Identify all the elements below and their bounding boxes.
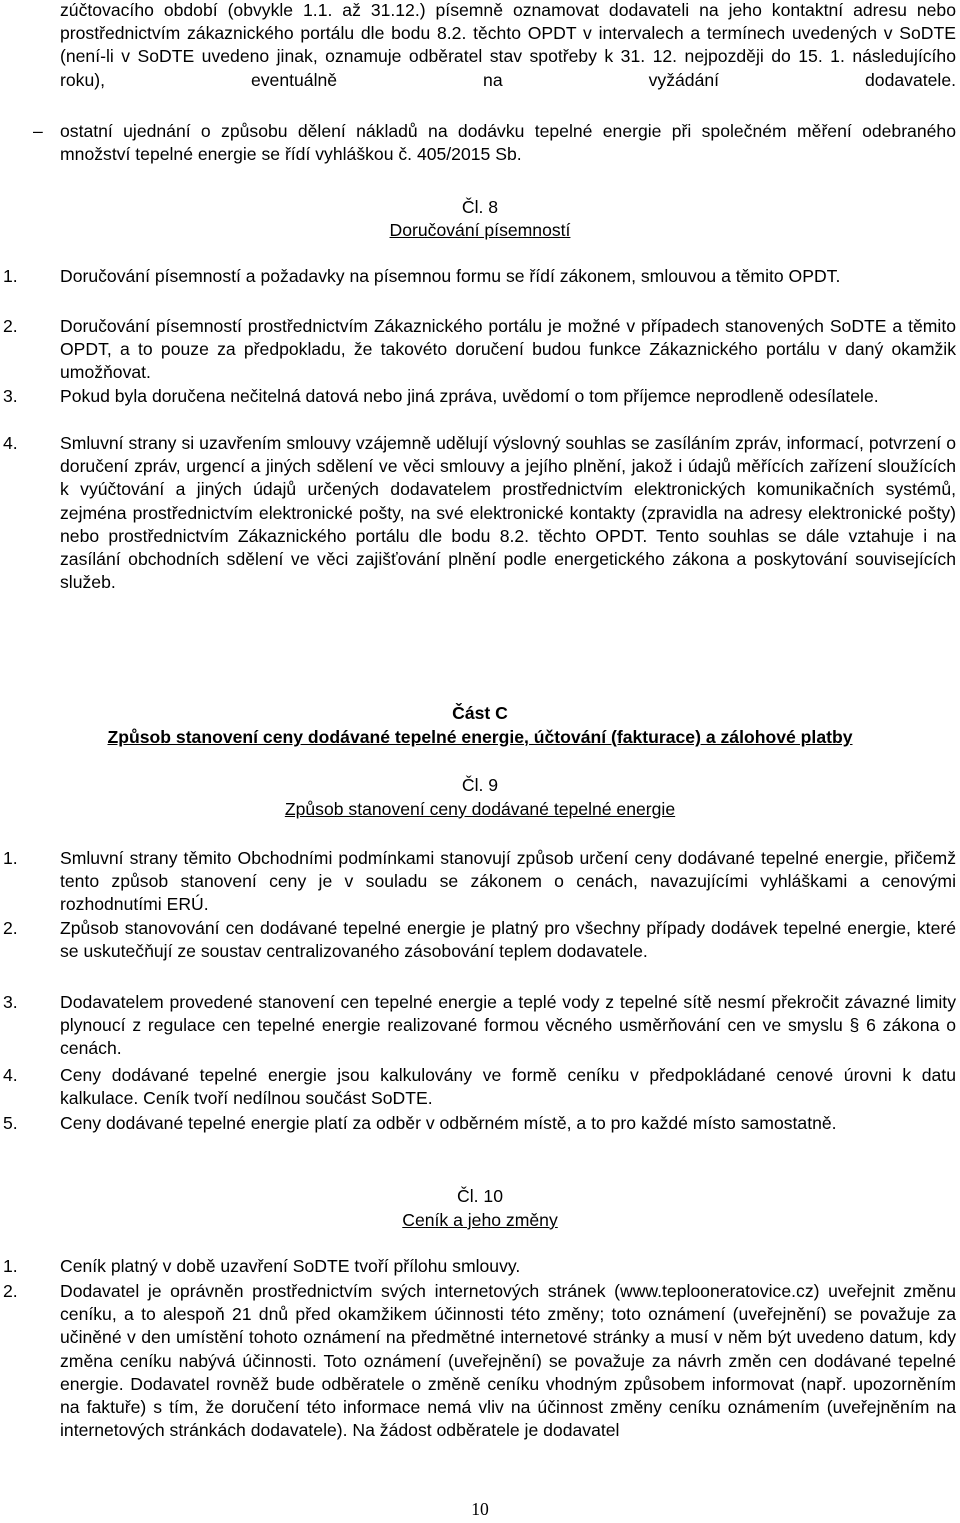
article-10-title: Ceník a jeho změny bbox=[402, 1210, 558, 1230]
article-9-item-1 bbox=[3, 847, 956, 917]
continuation-paragraph: zúčtovacího období (obvykle 1.1. až 31.12.) písemně oznamovat dodavateli na jeho kontaktní adresu nebo prostřednictvím zákaznického portálu dle bodu 8.2. těchto OPDT v intervalech a termínech uvedených v SoDTE (není-li v SoDTE uvedeno jinak, oznamuje odběratel stav spotřeby k 31. 12. nejpozději do 15. 1. následujícího roku), eventuálně na vyžádání dodavatele. bbox=[60, 0, 956, 90]
item-number: 1. bbox=[3, 1256, 18, 1276]
item-text: Způsob stanovování cen dodávané tepelné energie je platný pro všechny případy dodávek tepelné energie, které se uskutečňují ze soustav centralizovaného zásobování teplem dodavatele. bbox=[60, 918, 956, 962]
article-9-item-3 bbox=[3, 991, 956, 1061]
article-10-number: Čl. 10 bbox=[457, 1186, 503, 1206]
item-number: 3. bbox=[3, 386, 18, 406]
article-8-number: Čl. 8 bbox=[461, 197, 499, 217]
article-8-item-2 bbox=[3, 315, 956, 385]
item-number: 4. bbox=[3, 433, 18, 453]
item-number: 2. bbox=[3, 1281, 18, 1301]
item-number: 4. bbox=[3, 1065, 18, 1085]
article-10-item-2 bbox=[3, 1280, 956, 1442]
item-text: Doručování písemností a požadavky na písemnou formu se řídí zákonem, smlouvou a těmito OPDT. bbox=[60, 266, 841, 286]
item-text: Dodavatelem provedené stanovení cen tepelné energie a teplé vody z tepelné sítě nesmí překročit závazné limity plynoucí z regulace cen tepelné energie realizované formou věcného usměrňování cen ve smyslu § 6 zákona o cenách. bbox=[60, 992, 956, 1059]
article-9-item-2 bbox=[3, 917, 956, 963]
item-text: Pokud byla doručena nečitelná datová nebo jiná zpráva, uvědomí o tom příjemce neprodleně odesílatele. bbox=[60, 386, 879, 406]
item-text: Smluvní strany těmito Obchodními podmínkami stanovují způsob určení ceny dodávané tepelné energie, přičemž tento způsob stanovení ceny je v souladu se zákonem o cenách, navazujícími vyhláškami a cenovými rozhodnutími ERÚ. bbox=[60, 848, 956, 915]
article-8-item-1 bbox=[3, 265, 956, 288]
item-number: 2. bbox=[3, 918, 18, 938]
item-number: 5. bbox=[3, 1113, 18, 1133]
part-c-title: Způsob stanovení ceny dodávané tepelné energie, účtování (fakturace) a zálohové platby bbox=[107, 727, 853, 747]
article-9-item-4 bbox=[3, 1064, 956, 1110]
item-text: Ceník platný v době uzavření SoDTE tvoří přílohu smlouvy. bbox=[60, 1256, 521, 1276]
page-number: 10 bbox=[471, 1499, 489, 1519]
article-9-number: Čl. 9 bbox=[461, 775, 499, 795]
item-number: 1. bbox=[3, 848, 18, 868]
article-8-item-3 bbox=[3, 385, 956, 408]
item-number: 1. bbox=[3, 266, 18, 286]
dash-marker: – bbox=[33, 121, 43, 141]
item-text: Doručování písemností prostřednictvím Zákaznického portálu je možné v případech stanovených SoDTE a těmito OPDT, a to pouze za předpokladu, že takovéto doručení budou funkce Zákaznického portálu v daný okamžik umožňovat. bbox=[60, 316, 956, 383]
item-text: Smluvní strany si uzavřením smlouvy vzájemně udělují výslovný souhlas se zasíláním zpráv, informací, potvrzení o doručení zpráv, urgencí a jiných sdělení ve věci smlouvy a jejího plnění, jakož i údajů měřících zařízení sloužících k vyúčtování a jiných údajů určených dodavatelem prostřednictvím elektronických komunikačních systémů, zejména prostřednictvím elektronické pošty, na své elektronické kontakty (zpravidla na adresy elektronické pošty) nebo prostřednictvím Zákaznického portálu dle bodu 8.2. těchto OPDT. Tento souhlas se dále vztahuje i na zasílání obchodních sdělení ve věci zajišťování plnění podle energetického zákona a poskytování souvisejících služeb. bbox=[60, 433, 956, 593]
item-text: Ceny dodávané tepelné energie jsou kalkulovány ve formě ceníku v předpokládané cenové úrovni k datu kalkulace. Ceník tvoří nedílnou součást SoDTE. bbox=[60, 1065, 956, 1109]
article-10-item-1 bbox=[3, 1255, 956, 1278]
part-c-heading: Část C bbox=[452, 703, 508, 723]
article-9-item-5 bbox=[3, 1112, 956, 1135]
item-number: 2. bbox=[3, 316, 18, 336]
article-8-title: Doručování písemností bbox=[389, 220, 571, 240]
article-9-title: Způsob stanovení ceny dodávané tepelné energie bbox=[284, 799, 676, 819]
item-text: Ceny dodávané tepelné energie platí za odběr v odběrném místě, a to pro každé místo samostatně. bbox=[60, 1113, 837, 1133]
article-8-item-4 bbox=[3, 432, 956, 594]
dash-item-paragraph: ostatní ujednání o způsobu dělení nákladů na dodávku tepelné energie při společném měření odebraného množství tepelné energie se řídí vyhláškou č. 405/2015 Sb. bbox=[60, 121, 956, 165]
item-number: 3. bbox=[3, 992, 18, 1012]
item-text: Dodavatel je oprávněn prostřednictvím svých internetových stránek (www.teplooneratovice.cz) uveřejnit změnu ceníku, a to alespoň 21 dnů před okamžikem účinnosti této změny; toto oznámení (uveřejnění) se považuje za učiněné v den umístění tohoto oznámení na předmětné internetové stránky a musí v něm být uvedeno datum, kdy změna ceníku nabývá účinnosti. Toto oznámení (uveřejnění) se považuje za návrh změn cen dodávané tepelné energie. Dodavatel rovněž bude odběratele o změně ceníku vhodným způsobem informovat (např. upozorněním na faktuře) s tím, že doručení této informace nemá vliv na účinnost změny ceníku oznámením (uveřejněním na internetových stránkách dodavatele). Na žádost odběratele je dodavatel bbox=[60, 1281, 956, 1441]
